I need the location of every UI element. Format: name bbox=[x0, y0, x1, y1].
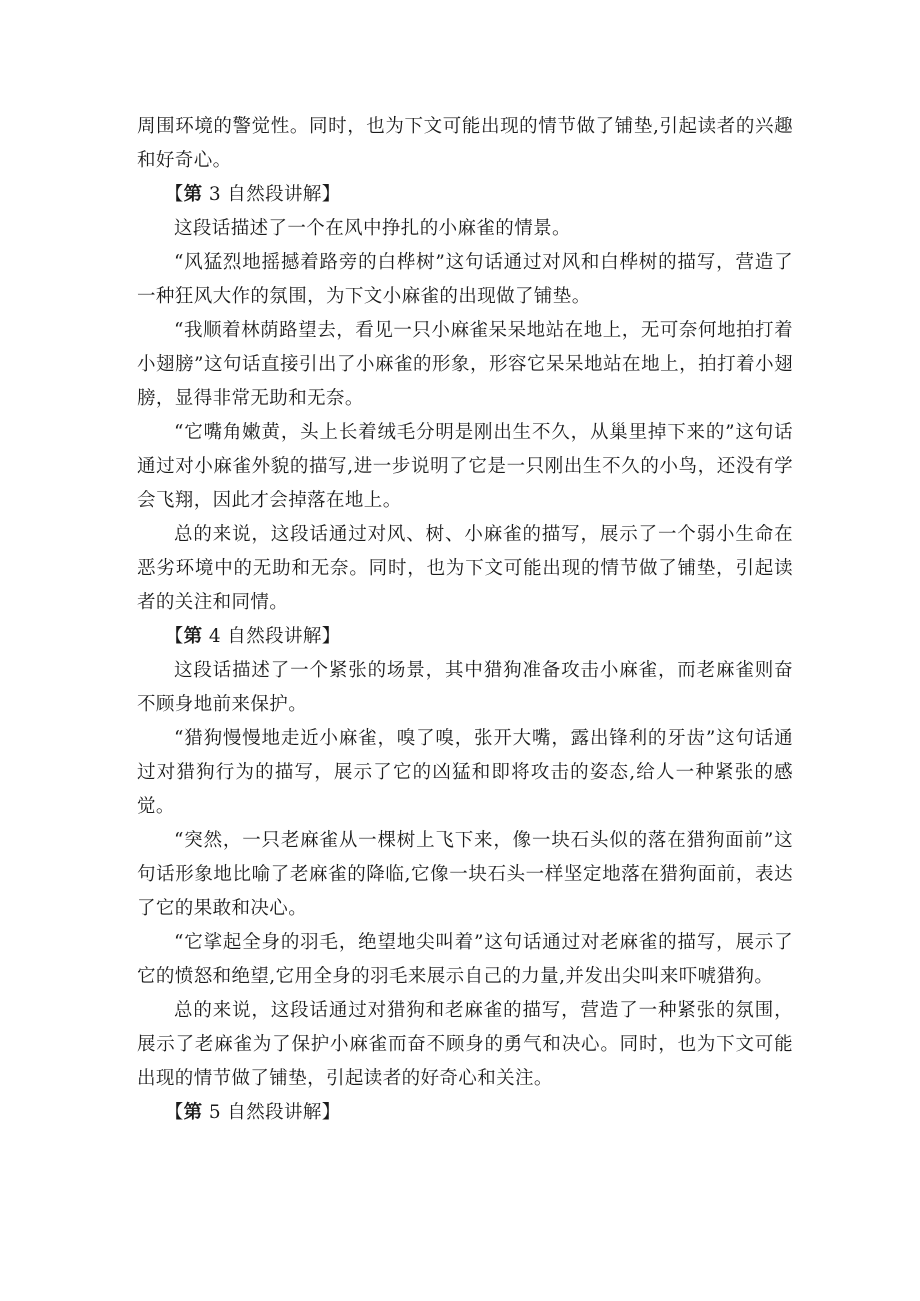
paragraph-5: “它嘴角嫩黄，头上长着绒毛分明是刚出生不久，从巢里掉下来的”这句话通过对小麻雀外貌的描写,进一步说明了它是一只刚出生不久的小鸟，还没有学会飞翔，因此才会掉落在地上。 bbox=[137, 422, 793, 511]
section-heading-5: 【第 5 自然段讲解】 bbox=[164, 1102, 341, 1123]
paragraph-6: 总的来说，这段话通过对风、树、小麻雀的描写，展示了一个弱小生命在恶劣环境中的无助和无奈。同时，也为下文可能出现的情节做了铺垫，引起读者的关注和同情。 bbox=[137, 524, 793, 613]
paragraph-9: “突然，一只老麻雀从一棵树上飞下来，像一块石头似的落在猎狗面前”这句话形象地比喻了老麻雀的降临,它像一块石头一样坚定地落在猎狗面前，表达了它的果敢和决心。 bbox=[137, 830, 793, 919]
paragraph-11: 总的来说，这段话通过对猎狗和老麻雀的描写，营造了一种紧张的氛围，展示了老麻雀为了保护小麻雀而奋不顾身的勇气和决心。同时，也为下文可能出现的情节做了铺垫，引起读者的好奇心和关注。 bbox=[137, 1000, 793, 1089]
paragraph-7: 这段话描述了一个紧张的场景，其中猎狗准备攻击小麻雀，而老麻雀则奋不顾身地前来保护。 bbox=[137, 660, 793, 715]
paragraph-4: “我顺着林荫路望去，看见一只小麻雀呆呆地站在地上，无可奈何地拍打着小翅膀”这句话直接引出了小麻雀的形象，形容它呆呆地站在地上，拍打着小翅膀，显得非常无助和无奈。 bbox=[137, 320, 793, 409]
document-page bbox=[137, 110, 793, 1130]
paragraph-8: “猎狗慢慢地走近小麻雀，嗅了嗅，张开大嘴，露出锋利的牙齿”这句话通过对猎狗行为的描写，展示了它的凶猛和即将攻击的姿态,给人一种紧张的感觉。 bbox=[137, 728, 793, 817]
section-heading-3: 【第 3 自然段讲解】 bbox=[164, 184, 341, 205]
section-heading-4: 【第 4 自然段讲解】 bbox=[164, 626, 341, 647]
paragraph-1: 周围环境的警觉性。同时，也为下文可能出现的情节做了铺垫,引起读者的兴趣和好奇心。 bbox=[137, 116, 793, 171]
paragraph-2: 这段话描述了一个在风中挣扎的小麻雀的情景。 bbox=[174, 218, 571, 239]
paragraph-10: “它挲起全身的羽毛，绝望地尖叫着”这句话通过对老麻雀的描写，展示了它的愤怒和绝望,它用全身的羽毛来展示自己的力量,并发出尖叫来吓唬猎狗。 bbox=[137, 932, 793, 987]
paragraph-3: “风猛烈地摇撼着路旁的白桦树”这句话通过对风和白桦树的描写，营造了一种狂风大作的氛围，为下文小麻雀的出现做了铺垫。 bbox=[137, 252, 793, 307]
